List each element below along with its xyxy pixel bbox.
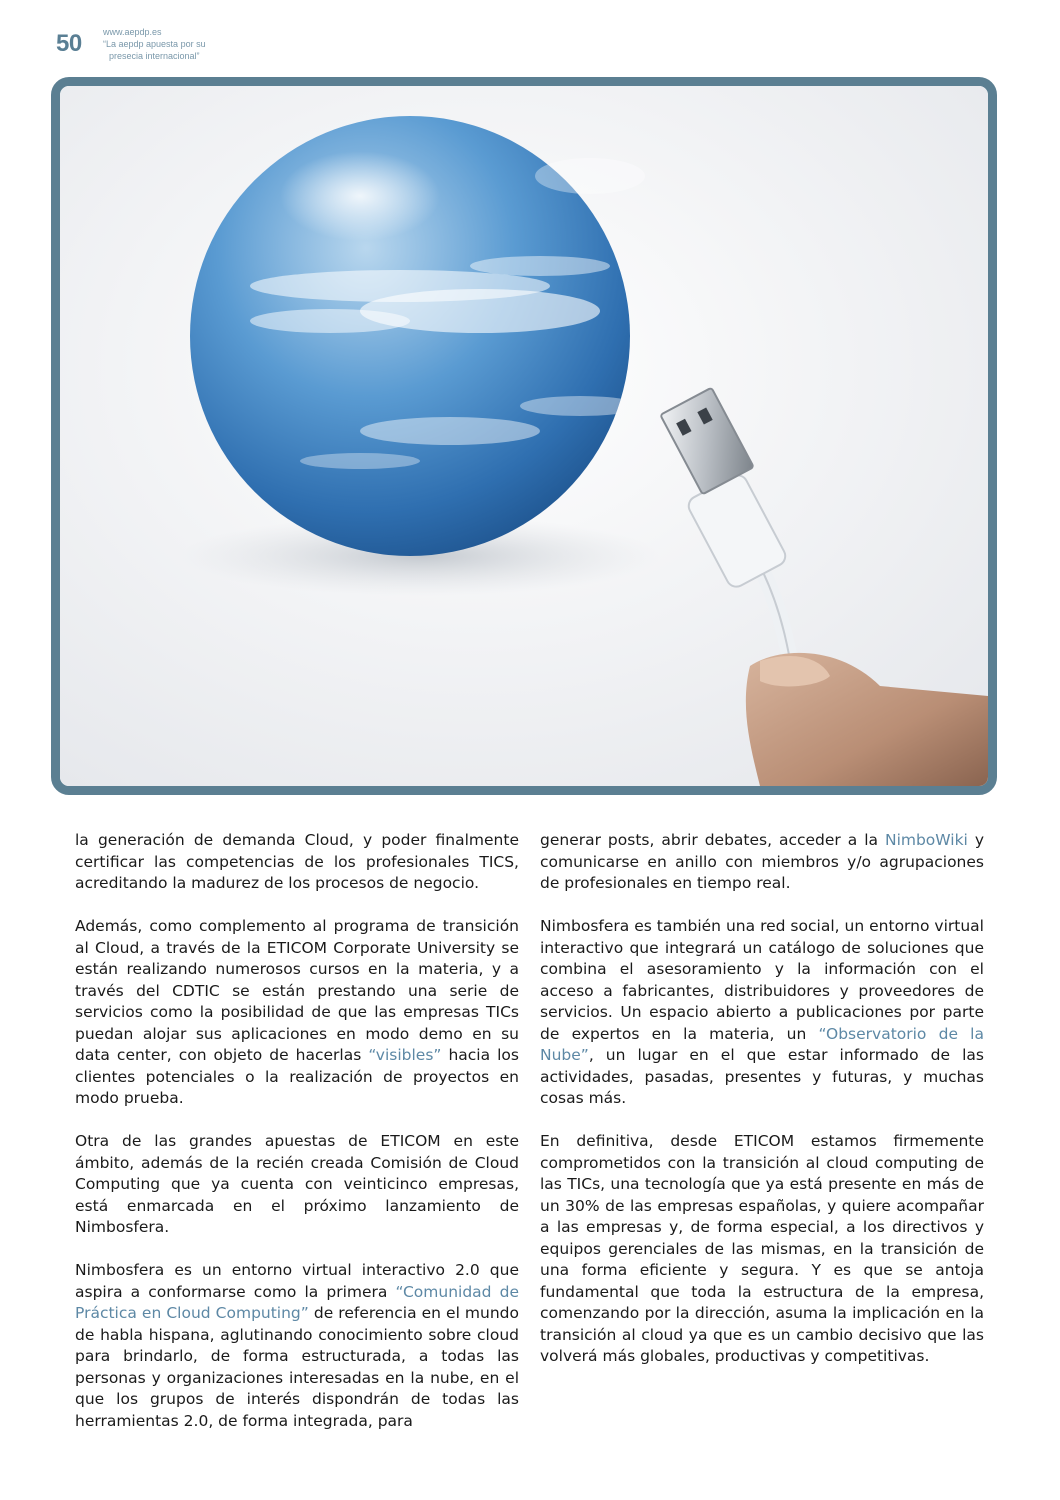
paragraph-text: En definitiva, desde ETICOM estamos firmemente comprometidos con la transición al cloud computing de las TICs, una tecnología que ya está presente en más de un 30% de las empresas españolas, y quiere acompañar a las empresas y, de forma especial, a los directivos y equipos gerenciales de las mismas, en la transición de una forma eficiente y segura. Y es que se antoja fundamental que toda la estructura de la empresa, comenzando por la dirección, asuma la implicación en la transición al cloud ya que es un cambio decisivo que las volverá más globales, productivas y competitivas. <box>540 1132 984 1365</box>
cloud-sphere-usb-photo <box>60 86 988 786</box>
highlighted-reference: “Observatorio de la Nube” <box>540 1024 984 1064</box>
paragraph-text: Otra de las grandes apuestas de ETICOM en este ámbito, además de la recién creada Comisión de Cloud Computing que ya cuenta con veinticinco empresas, está enmarcada en el próximo lanzamiento de Nimbosfera. <box>75 1132 519 1236</box>
paragraph <box>75 1131 519 1239</box>
paragraph-text: Nimbosfera es un entorno virtual interactivo 2.0 que aspira a conformarse como la primera <box>75 1261 519 1301</box>
paragraph-text: , un lugar en el que estar informado de las actividades, pasadas, presentes y futuras, y muchas cosas más. <box>540 1046 984 1107</box>
highlighted-reference: “Comunidad de Práctica en Cloud Computing” <box>75 1282 519 1322</box>
page-number: 50 <box>56 30 82 57</box>
highlighted-reference: “visibles” <box>368 1046 442 1064</box>
article-image-frame <box>51 77 997 795</box>
paragraph-text: generar posts, abrir debates, acceder a la <box>540 831 885 849</box>
paragraph-text: la generación de demanda Cloud, y poder finalmente certificar las competencias de los profesionales TICS, acreditando la madurez de los procesos de negocio. <box>75 831 519 892</box>
paragraph <box>540 830 984 895</box>
paragraph <box>75 1260 519 1432</box>
paragraph-text: hacia los clientes potenciales o la realización de proyectos en modo prueba. <box>75 1046 519 1107</box>
paragraph-text: y comunicarse en anillo con miembros y/o agrupaciones de profesionales en tiempo real. <box>540 831 984 892</box>
article-column-right <box>540 830 984 1389</box>
paragraph <box>540 916 984 1110</box>
highlighted-reference: NimboWiki <box>884 831 968 849</box>
paragraph-text: de referencia en el mundo de habla hispana, aglutinando conocimiento sobre cloud para brindarlo, de forma estructurada, a todas las personas y organizaciones interesadas en la nube, en el que los grupos de interés dispondrán de todas las herramientas 2.0, de forma integrada, para <box>75 1304 519 1430</box>
header-url: www.aepdp.es <box>103 27 162 37</box>
paragraph-text: Nimbosfera es también una red social, un entorno virtual interactivo que integrará un catálogo de soluciones que combina el asesoramiento y la información con el acceso a fabricantes, distribuidores y proveedores de servicios. Un espacio abierto a publicaciones por parte de expertos en la materia, un <box>540 917 984 1043</box>
header-tagline-line1: “La aepdp apuesta por su <box>103 39 206 49</box>
header-meta <box>103 26 206 62</box>
paragraph <box>540 1131 984 1368</box>
paragraph <box>75 916 519 1110</box>
article-column-left <box>75 830 519 1454</box>
paragraph-text: Además, como complemento al programa de transición al Cloud, a través de la ETICOM Corporate University se están realizando numerosos cursos en la materia, y a través del CDTIC se están prestando una serie de servicios como la posibilidad de que las empresas TICs puedan alojar sus aplicaciones en modo demo en su data center, con objeto de hacerlas <box>75 917 519 1064</box>
paragraph <box>75 830 519 895</box>
header-tagline-line2: presecia internacional” <box>109 51 200 61</box>
